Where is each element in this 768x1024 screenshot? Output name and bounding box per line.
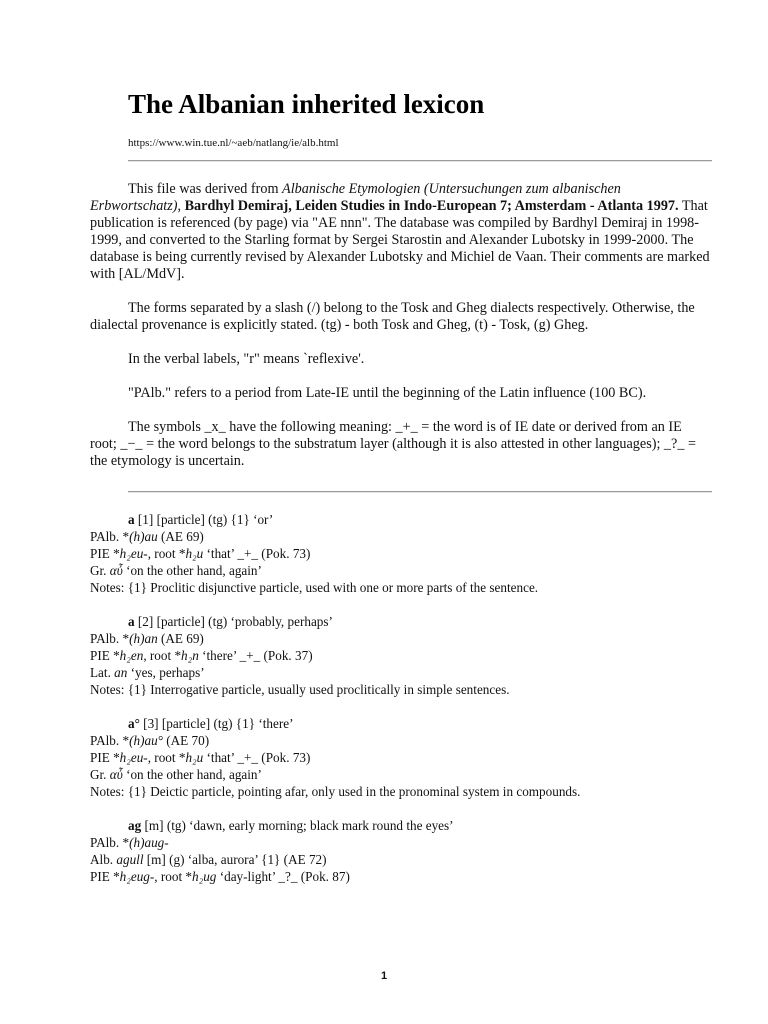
headword-gloss: [2] [particle] (tg) ‘probably, perhaps’	[134, 614, 333, 629]
entry-text: PAlb. *	[90, 733, 130, 748]
entry-headword-line	[90, 613, 712, 630]
divider	[128, 491, 712, 493]
entry-text: (AE 69)	[157, 529, 204, 544]
entry-text: ‘that’ _+_ (Pok. 73)	[203, 750, 311, 765]
entry-text: Alb.	[90, 852, 117, 867]
entry-text: Notes: {1} Interrogative particle, usually used proclitically in simple sentences.	[90, 682, 510, 697]
entry-line	[90, 630, 712, 647]
entry-text: Notes: {1} Proclitic disjunctive particle, used with one or more parts of the sentence.	[90, 580, 539, 595]
headword: ag	[128, 818, 142, 833]
headword-gloss: [3] [particle] (tg) {1} ‘there’	[139, 716, 294, 731]
entry-line	[90, 545, 712, 562]
intro-paragraph-symbols: The symbols _x_ have the following meaning: _+_ = the word is of IE date or derived from an IE root; _−_ = the word belongs to the substratum layer (although it is also attested in other languages); _?_ = the etymology is uncertain.	[90, 419, 696, 469]
entry-form: an	[114, 665, 128, 680]
entry-text: ‘on the other hand, again’	[122, 563, 262, 578]
intro-paragraph-source	[90, 181, 712, 283]
entry-text: (AE 70)	[162, 733, 210, 748]
book-title: Albanische Etymologien (Untersuchungen zum albanischen Erbwortschatz)	[90, 181, 621, 214]
entry-text: [m] (g) ‘alba, aurora’ {1} (AE 72)	[143, 852, 327, 867]
entry-text: PIE *	[90, 546, 120, 561]
entry-line	[90, 579, 712, 596]
entry-form: (h)au°	[129, 733, 163, 748]
lexicon-entries	[90, 511, 712, 885]
entry-text: ‘yes, perhaps’	[127, 665, 205, 680]
lexicon-entry	[90, 715, 712, 800]
entry-form: h₂en	[119, 648, 144, 663]
entry-headword-line	[90, 715, 712, 732]
entry-text: ‘on the other hand, again’	[122, 767, 262, 782]
entry-form: h₂n	[181, 648, 199, 663]
entry-line	[90, 681, 712, 698]
headword: a	[128, 614, 135, 629]
entry-text: (AE 69)	[157, 631, 204, 646]
entry-form: h₂eug-	[119, 869, 155, 884]
entry-text: , root *	[147, 546, 186, 561]
entry-form: (h)aug-	[129, 835, 169, 850]
entry-form: (h)au	[129, 529, 158, 544]
entry-text: PIE *	[90, 750, 120, 765]
entry-line	[90, 851, 712, 868]
headword: a°	[128, 716, 140, 731]
entry-form: αὖ	[109, 563, 123, 578]
entry-line	[90, 647, 712, 664]
headword-gloss: [1] [particle] (tg) {1} ‘or’	[134, 512, 274, 527]
intro-section	[90, 181, 712, 470]
page-content	[90, 88, 712, 902]
intro-paragraph-palb: "PAlb." refers to a period from Late-IE until the beginning of the Latin influence (100 BC).	[128, 385, 647, 401]
source-url[interactable]: https://www.win.tue.nl/~aeb/natlang/ie/alb.html	[128, 137, 339, 149]
entry-form: h₂eu-	[119, 750, 148, 765]
page-title: The Albanian inherited lexicon	[128, 89, 485, 119]
entry-headword-line	[90, 817, 712, 834]
entry-text: ‘that’ _+_ (Pok. 73)	[203, 546, 311, 561]
intro-text: ,	[177, 198, 185, 214]
entry-text: PIE *	[90, 648, 120, 663]
entry-line	[90, 562, 712, 579]
entry-text: Lat.	[90, 665, 115, 680]
entry-line	[90, 749, 712, 766]
entry-text: PIE *	[90, 869, 120, 884]
entry-line	[90, 528, 712, 545]
entry-line	[90, 732, 712, 749]
lexicon-entry	[90, 613, 712, 698]
entry-text: Notes: {1} Deictic particle, pointing afar, only used in the pronominal system in compounds.	[90, 784, 581, 799]
entry-form: h₂eu-	[119, 546, 148, 561]
intro-text: That publication is referenced (by page) via "AE nnn". The database was compiled by Bardhyl Demiraj in 1998-1999, and converted to the Starling format by Sergei Starostin and Alexander Lubotsky in 1999-2000. The database is being currently revised by Alexander Lubotsky and Michiel de Vaan. Their comments are marked with [AL/MdV].	[90, 198, 710, 282]
entry-line	[90, 664, 712, 681]
entry-text: , root *	[154, 869, 193, 884]
entry-line	[90, 834, 712, 851]
entry-text: PAlb. *	[90, 835, 130, 850]
entry-line	[90, 783, 712, 800]
lexicon-entry	[90, 511, 712, 596]
entry-text: PAlb. *	[90, 529, 130, 544]
headword: a	[128, 512, 135, 527]
intro-paragraph-verbal-labels: In the verbal labels, "r" means `reflexive'.	[128, 351, 365, 367]
entry-form: h₂ug	[192, 869, 217, 884]
entry-text: ‘there’ _+_ (Pok. 37)	[198, 648, 313, 663]
entry-form: h₂u	[185, 546, 204, 561]
entry-form: h₂u	[185, 750, 204, 765]
book-citation: Bardhyl Demiraj, Leiden Studies in Indo-European 7; Amsterdam - Atlanta 1997.	[184, 198, 679, 214]
entry-line	[90, 766, 712, 783]
entry-text: PAlb. *	[90, 631, 130, 646]
entry-headword-line	[90, 511, 712, 528]
entry-form: agull	[116, 852, 144, 867]
intro-text: This file was derived from	[128, 181, 283, 197]
lexicon-entry	[90, 817, 712, 885]
page-number: 1	[380, 970, 388, 982]
entry-form: αὖ	[109, 767, 123, 782]
divider	[128, 160, 712, 162]
entry-line	[90, 868, 712, 885]
entry-text: ‘day-light’ _?_ (Pok. 87)	[216, 869, 350, 884]
entry-text: , root *	[143, 648, 182, 663]
entry-form: (h)an	[129, 631, 158, 646]
entry-text: Gr.	[90, 767, 110, 782]
intro-paragraph-dialects: The forms separated by a slash (/) belong to the Tosk and Gheg dialects respectively. Otherwise, the dialectal provenance is explicitly stated. (tg) - both Tosk and Gheg, (t) - Tosk, (g) Gheg.	[90, 300, 695, 333]
entry-text: Gr.	[90, 563, 110, 578]
entry-text: , root *	[147, 750, 186, 765]
headword-gloss: [m] (tg) ‘dawn, early morning; black mark round the eyes’	[141, 818, 454, 833]
